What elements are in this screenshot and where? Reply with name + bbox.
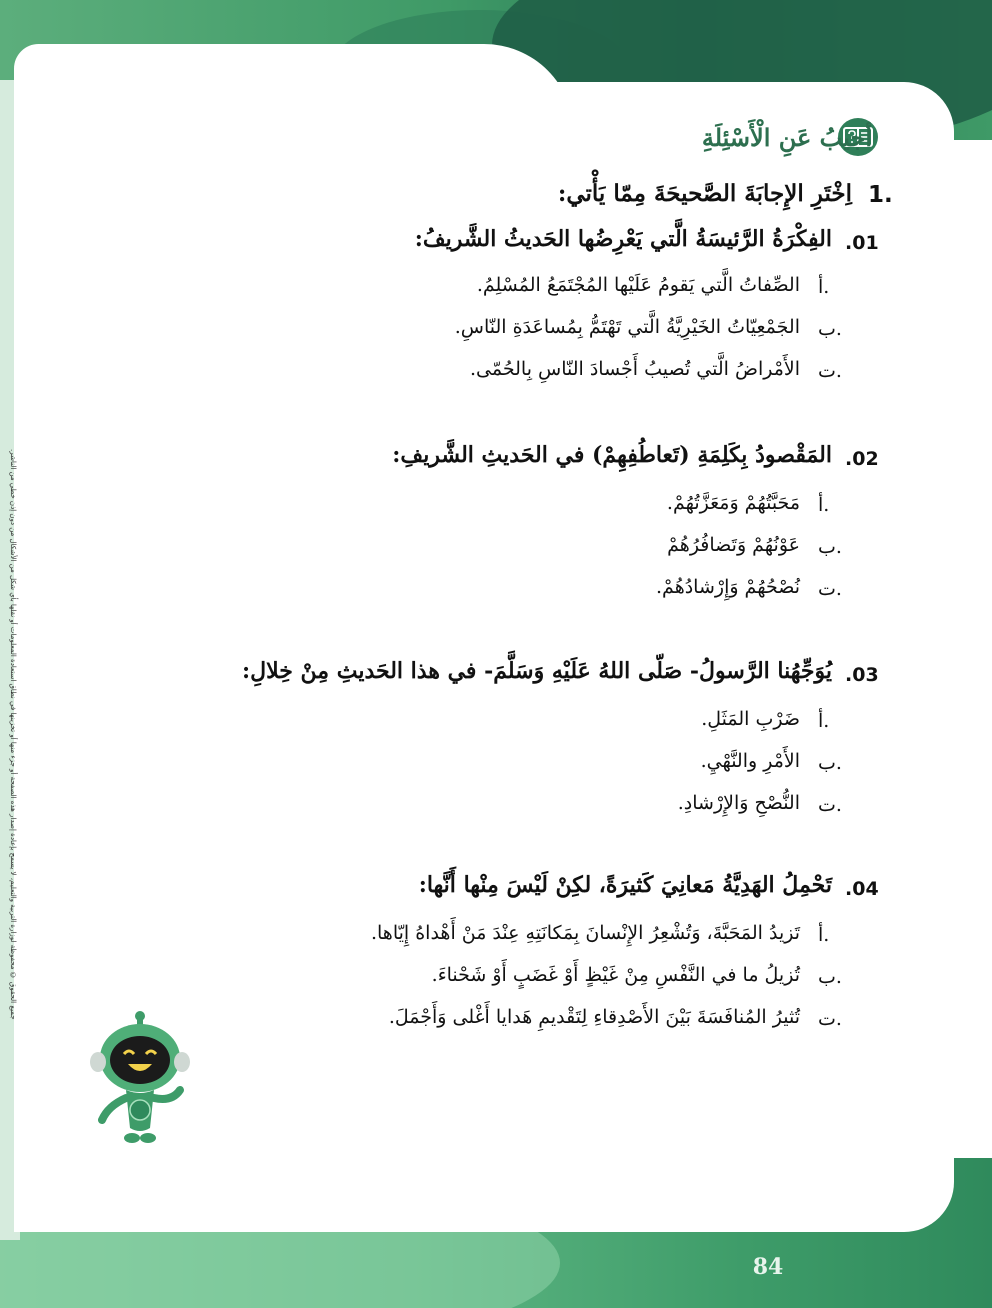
option-text: تَزيدُ المَحَبَّةَ، وَتُشْعِرُ الإِنْسانَ بِمَكانَتِهِ عِنْدَ مَنْ أَهْداهُ إِيّاها.: [370, 922, 800, 944]
option-letter: ب.: [818, 536, 842, 558]
option-text: نُصْحُهُمْ وَإِرْشادُهُمْ.: [656, 576, 800, 598]
option-text: النُّصْحِ وَالإِرْشادِ.: [677, 792, 800, 814]
question-main-title: اِخْتَرِ الإِجابَةَ الصَّحيحَةَ مِمّا يَأْتي:: [557, 180, 852, 207]
sub-question-number: .02: [845, 448, 879, 470]
copyright-note: جميع الحقوق © محفوظة لوزارة التربية والتعليم، لا يسمح بإعادة إصدار هذه الصفحة أو جزء منها أو تخزينها في نطاق استعادة المعلومات أو نقلها بأي شكل من الأشكال من دون إذن خطي من الناشر.: [9, 449, 17, 1020]
option-text: الأَمْراضُ الَّتي تُصيبُ أَجْسادَ النّاسِ بِالحُمّى.: [469, 358, 800, 380]
sub-question-text: تَحْمِلُ الهَدِيَّةُ مَعانِيَ كَثيرَةً، لكِنْ لَيْسَ مِنْها أَنَّها:: [418, 872, 832, 898]
option-letter: ب.: [818, 752, 842, 774]
option-letter: ت.: [818, 578, 842, 600]
option-letter: ت.: [818, 1008, 842, 1030]
option-text: مَحَبَّتُهُمْ وَمَعَزَّتُهُمْ.: [666, 492, 800, 514]
option-text: الأَمْرِ والنَّهْيِ.: [700, 750, 800, 772]
option-text: ضَرْبِ المَثَلِ.: [701, 708, 800, 730]
question-main-number: 1.: [868, 182, 893, 208]
option-letter: ب.: [818, 966, 842, 988]
robot-mascot-image: [80, 1010, 200, 1150]
option-text: تُزيلُ ما في النَّفْسِ مِنْ غَيْظٍ أَوْ غَضَبٍ أَوْ شَحْناءَ.: [431, 964, 800, 986]
sub-question-text: يُوَجِّهُنا الرَّسولُ- صَلّى اللهُ عَلَيْهِ وَسَلَّمَ- في هذا الحَديثِ مِنْ خِلالِ:: [242, 658, 832, 684]
option-letter: أ.: [818, 276, 830, 298]
option-letter: ت.: [818, 360, 842, 382]
sub-question-number: .04: [845, 878, 879, 900]
option-text: تُثيرُ المُنافَسَةَ بَيْنَ الأَصْدِقاءِ لِتَقْديمِ هَدايا أَغْلى وَأَجْمَلَ.: [388, 1006, 800, 1028]
option-text: الجَمْعِيّاتُ الخَيْرِيَّةُ الَّتي تَهْتَمُّ بِمُساعَدَةِ النّاسِ.: [454, 316, 800, 338]
option-text: عَوْنُهُمْ وَتَضافُرُهُمْ: [667, 534, 800, 556]
option-letter: ب.: [818, 318, 842, 340]
sub-question-number: .01: [845, 232, 879, 254]
option-text: الصِّفاتُ الَّتي يَقومُ عَلَيْها المُجْتَمَعُ المُسْلِمُ.: [476, 274, 800, 296]
page-number: 84: [752, 1254, 784, 1280]
option-letter: أ.: [818, 924, 830, 946]
sub-question-text: المَقْصودُ بِكَلِمَةِ (تَعاطُفِهِمْ) في الحَديثِ الشَّريفِ:: [392, 442, 832, 468]
section-title: أجيبُ عَنِ الْأَسْئِلَةِ: [701, 123, 872, 152]
sub-question-number: .03: [845, 664, 879, 686]
option-letter: أ.: [818, 710, 830, 732]
sub-question-text: الفِكْرَةُ الرَّئيسَةُ الَّتي يَعْرِضُها الحَديثُ الشَّريفُ:: [414, 226, 832, 252]
option-letter: ت.: [818, 794, 842, 816]
option-letter: أ.: [818, 494, 830, 516]
